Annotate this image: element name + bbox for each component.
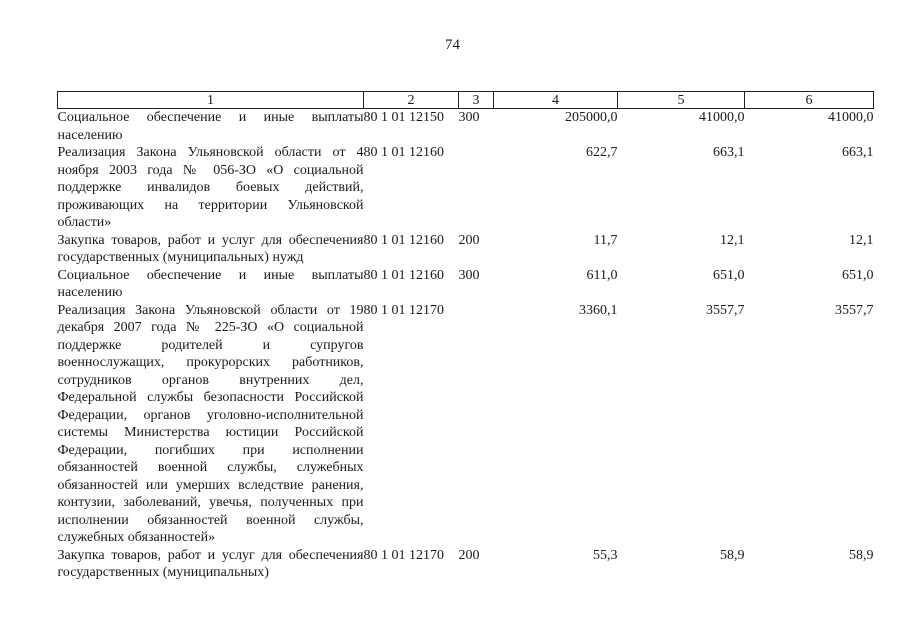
table-body (58, 109, 874, 582)
row-value-2: 12,1 (720, 232, 745, 248)
row-code: 80 1 01 12160 (363, 267, 444, 283)
table-row (58, 302, 874, 547)
row-code: 80 1 01 12160 (363, 232, 444, 248)
table-row (58, 144, 874, 232)
row-value-1: 55,3 (593, 547, 618, 563)
row-value-3: 663,1 (842, 145, 874, 160)
row-type (459, 144, 494, 232)
row-type: 200 (458, 232, 480, 248)
row-type: 300 (458, 110, 480, 125)
row-type: 200 (458, 547, 480, 563)
row-name: Закупка товаров, работ и услуг для обеспечения государственных (муниципальных) (57, 547, 364, 580)
budget-table (57, 91, 874, 582)
table-row (58, 547, 874, 582)
row-value-1: 611,0 (586, 267, 618, 283)
row-name: Социальное обеспечение и иные выплаты населению (57, 267, 364, 300)
header-col-2: 2 (364, 92, 459, 109)
row-type (459, 302, 494, 547)
row-value-2: 58,9 (720, 547, 745, 563)
header-row (58, 92, 874, 109)
row-value-2: 3557,7 (706, 302, 745, 318)
row-name: Социальное обеспечение и иные выплаты населению (57, 110, 364, 143)
row-value-1: 205000,0 (565, 110, 618, 125)
row-code: 80 1 01 12160 (363, 145, 444, 160)
row-code: 80 1 01 12170 (363, 302, 444, 318)
page-number: 74 (445, 37, 460, 53)
row-type: 300 (458, 267, 480, 283)
header-col-3: 3 (459, 92, 494, 109)
row-code: 80 1 01 12150 (363, 110, 444, 125)
row-value-3: 12,1 (849, 232, 874, 248)
header-col-6: 6 (745, 92, 874, 109)
table-row (58, 267, 874, 302)
row-value-3: 41000,0 (828, 110, 874, 125)
row-value-2: 651,0 (713, 267, 745, 283)
row-name: Закупка товаров, работ и услуг для обеспечения государственных (муниципальных) нужд (57, 232, 364, 265)
row-value-3: 58,9 (849, 547, 874, 563)
header-col-5: 5 (618, 92, 745, 109)
row-value-1: 11,7 (593, 232, 618, 248)
row-value-3: 651,0 (842, 267, 874, 283)
header-col-4: 4 (494, 92, 618, 109)
table-header (58, 92, 874, 109)
row-name: Реализация Закона Ульяновской области от 19 декабря 2007 года № 225-ЗО «О социальной поддержке родителей и супругов военнослужащих, прокурорских работников, сотрудников органов внутренних дел, Федеральной службы безопасности Российской Федерации, органов уголовно-исполнительной системы Министерства юстиции Российской Федерации, погибших при исполнении обязанностей военной службы, служебных обязанностей или умерших вследствие ранения, контузии, заболеваний, увечья, полученных при исполнении обязанностей военной службы, служебных обязанностей» (57, 302, 364, 545)
row-value-1: 622,7 (586, 145, 618, 160)
table-row (58, 109, 874, 145)
row-value-2: 663,1 (713, 145, 745, 160)
table-row (58, 232, 874, 267)
row-code: 80 1 01 12170 (363, 547, 444, 563)
row-name: Реализация Закона Ульяновской области от 4 ноября 2003 года № 056-ЗО «О социальной поддержке инвалидов боевых действий, проживающих на территории Ульяновской области» (57, 145, 364, 230)
row-value-3: 3557,7 (835, 302, 874, 318)
row-value-2: 41000,0 (699, 110, 745, 125)
header-col-1: 1 (58, 92, 364, 109)
row-value-1: 3360,1 (579, 302, 618, 318)
